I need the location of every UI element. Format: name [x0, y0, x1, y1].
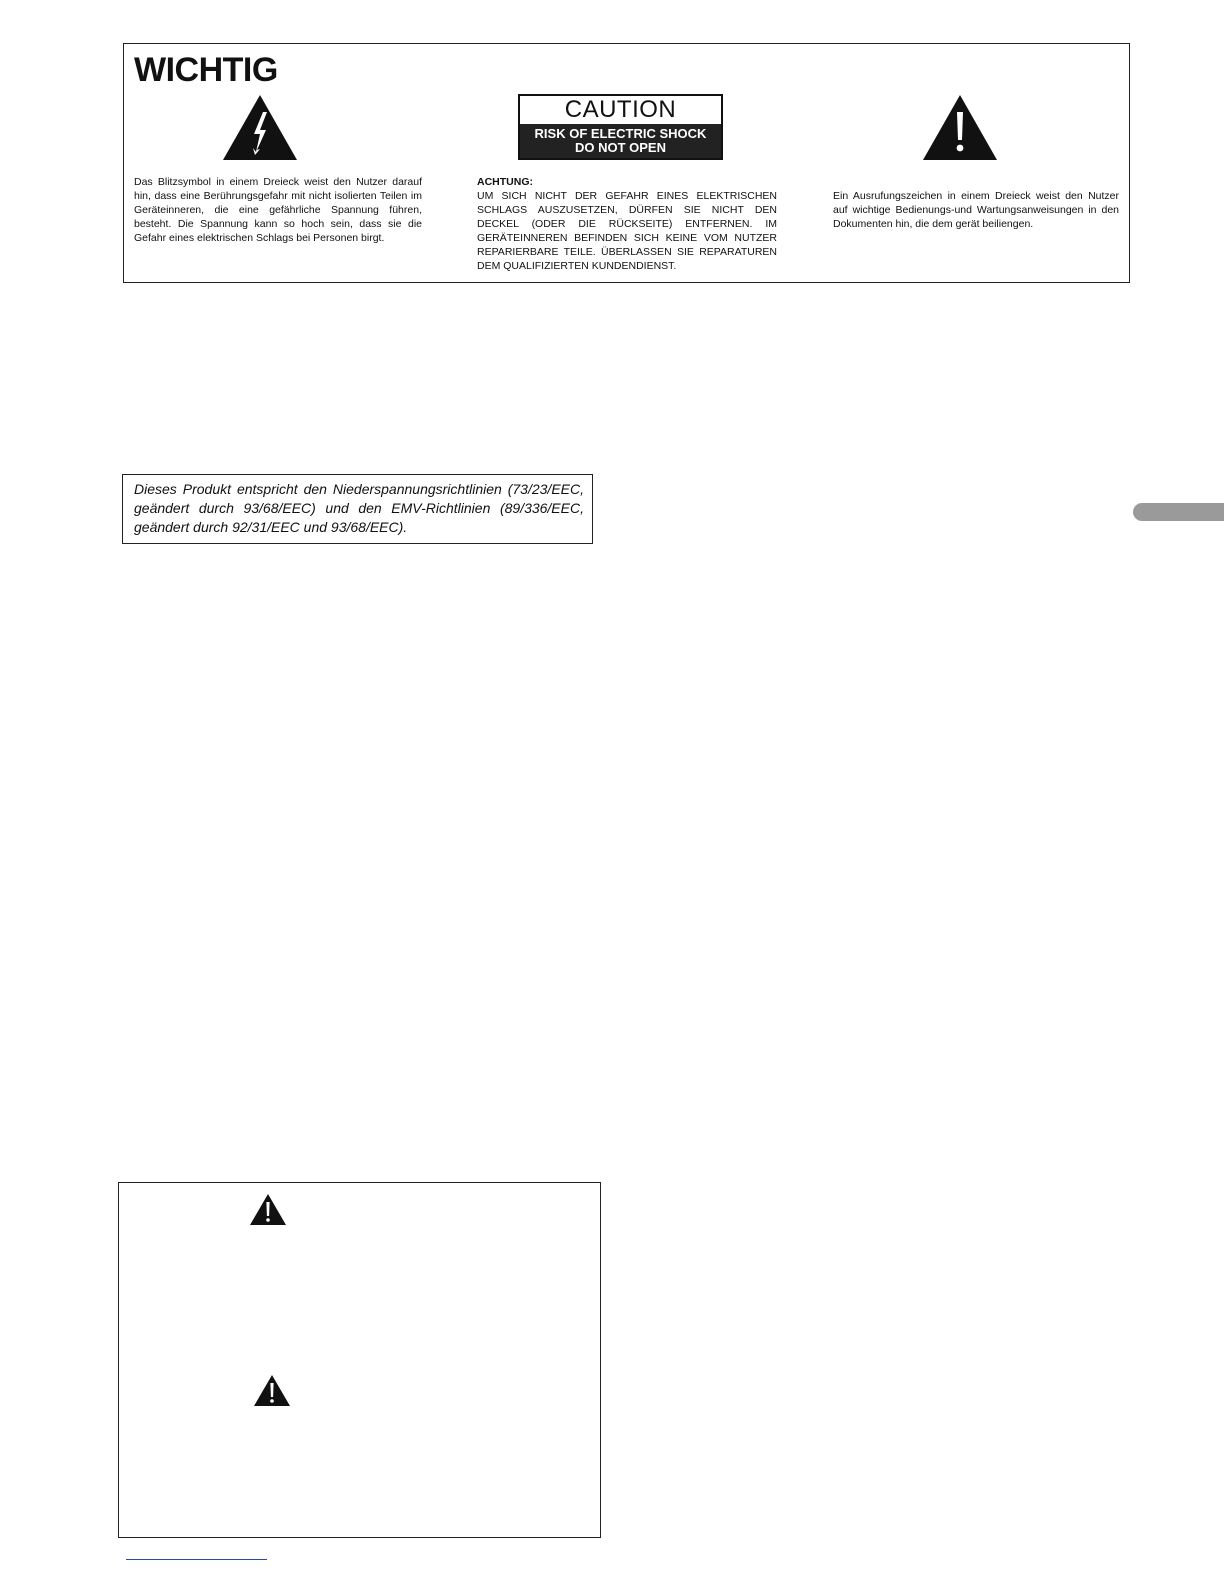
exclamation-symbol-explanation: Ein Ausrufungszeichen in einem Dreieck weist den Nutzer auf wichtige Bedienungs-und Wartungsanweisungen in den Dokumenten hin, die dem gerät beiliengen.	[833, 190, 1119, 230]
directive-text: Dieses Produkt entspricht den Niederspannungsrichtlinien (73/23/EEC, geändert durch 93/68/EEC) und den EMV-Richtlinien (89/336/EEC, geändert durch 92/31/EEC und 93/68/EEC).	[134, 481, 584, 535]
achtung-heading: ACHTUNG:	[477, 176, 533, 188]
directive-compliance-box	[122, 474, 593, 544]
caution-line-1: RISK OF ELECTRIC SHOCK	[534, 126, 707, 141]
warning-triangle-icon	[253, 1374, 291, 1407]
caution-label	[518, 94, 723, 160]
warning-triangle-icon	[249, 1193, 287, 1226]
achtung-text: UM SICH NICHT DER GEFAHR EINES ELEKTRISCHEN SCHLAGS AUSZUSETZEN, DÜRFEN SIE NICHT DEN DECKEL (ODER DIE RÜCKSEITE) ENTFERNEN. IM GERÄTEINNEREN BEFINDEN SICH KEINE VOM NUTZER REPARIERBARE TEILE. ÜBERLASSEN SIE REPARATUREN DEM QUALIFIZIERTEN KUNDENDIENST.	[477, 190, 777, 272]
important-notice-box	[123, 43, 1130, 283]
language-side-tab	[1133, 503, 1224, 521]
warning-box	[118, 1182, 601, 1538]
footer-rule	[126, 1559, 267, 1560]
caution-line-2: DO NOT OPEN	[574, 140, 666, 155]
notice-title: WICHTIG	[134, 51, 278, 89]
achtung-block	[477, 175, 777, 273]
lightning-symbol-explanation: Das Blitzsymbol in einem Dreieck weist den Nutzer darauf hin, dass eine Berührungsgefahr mit nicht isolierten Teilen im Geräteinneren, die eine gefährliche Spannung führen, besteht. Die Spannung kann so hoch sein, dass sie die Gefahr eines elektrischen Schlags bei Personen birgt.	[134, 176, 422, 244]
exclamation-triangle-icon	[922, 94, 998, 161]
caution-word: CAUTION	[564, 96, 677, 123]
lightning-triangle-icon	[222, 94, 298, 161]
caution-band	[520, 124, 721, 158]
